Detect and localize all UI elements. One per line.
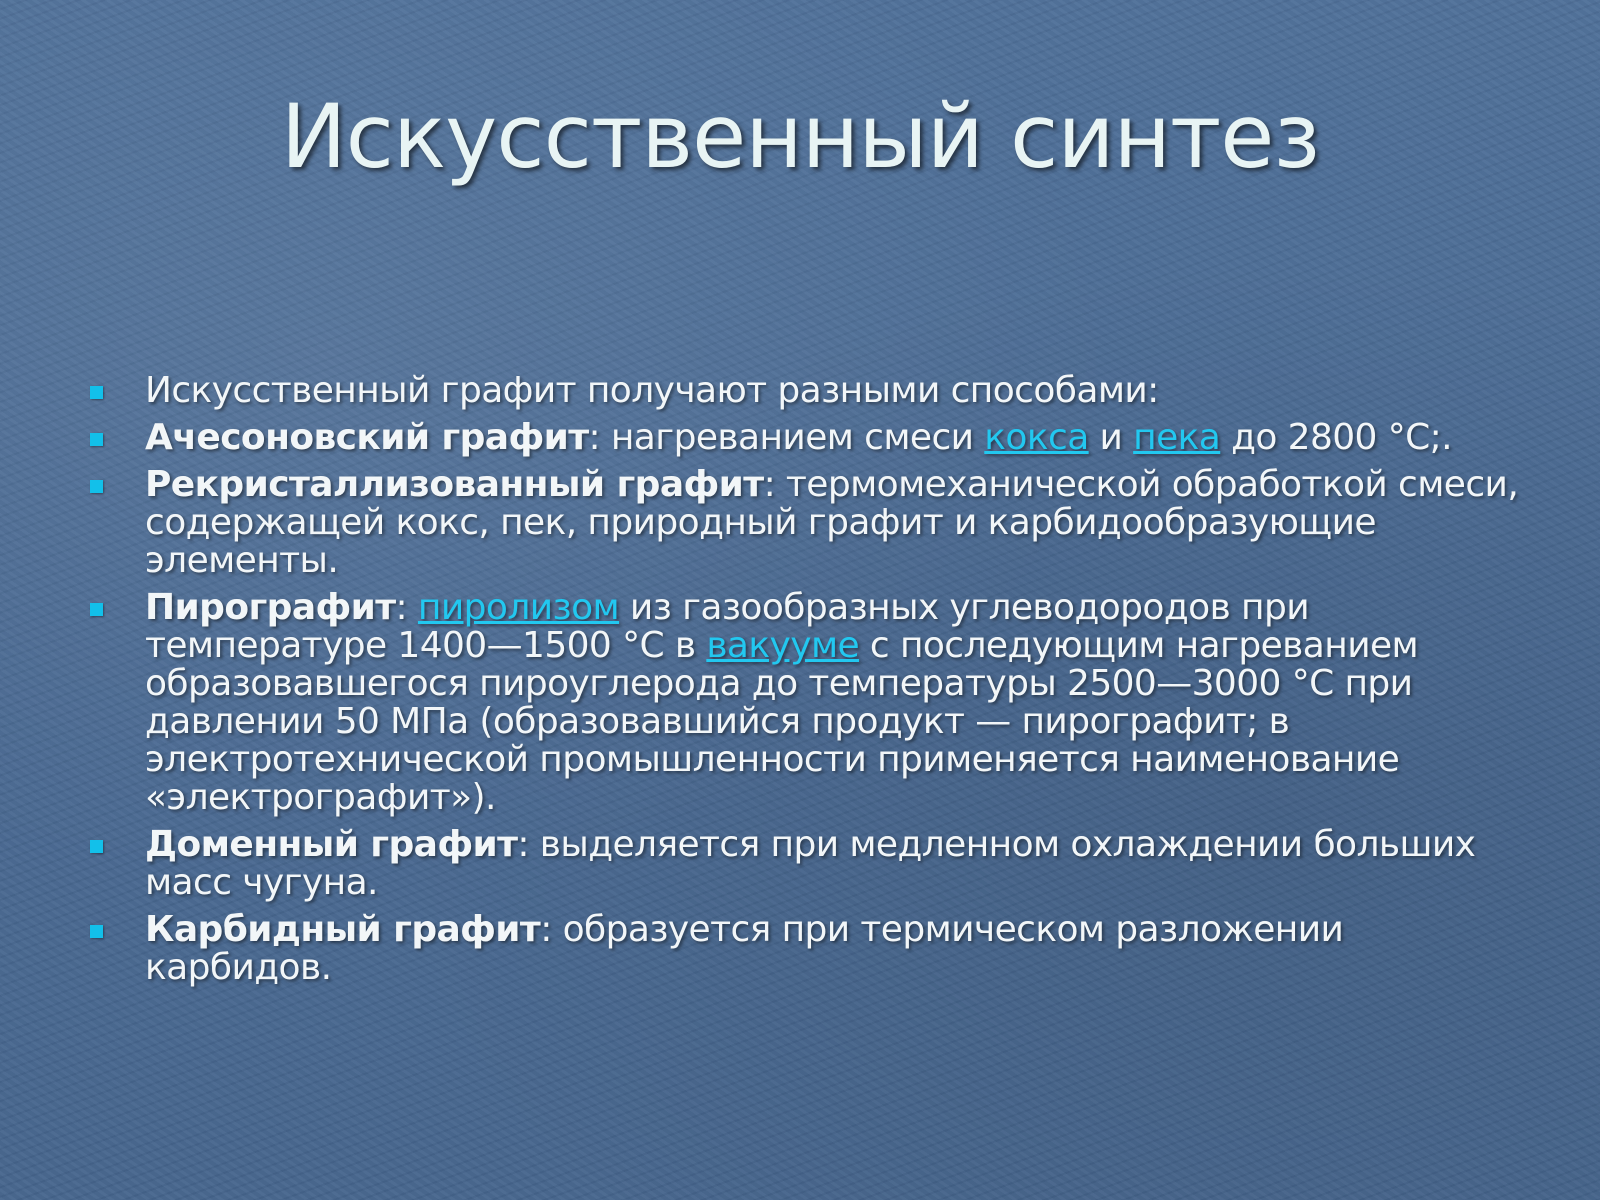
bullet-text: до 2800 °C;. (1220, 417, 1453, 458)
link-pitch[interactable]: пека (1133, 417, 1221, 458)
bullet-list (85, 372, 1525, 996)
bullet-item-recrystallized-graphite (85, 466, 1525, 580)
bullet-term: Ачесоновский графит (145, 417, 589, 458)
square-bullet-icon (90, 386, 103, 399)
bullet-term: Карбидный графит (145, 909, 541, 950)
link-coke[interactable]: кокса (984, 417, 1089, 458)
square-bullet-icon (90, 433, 103, 446)
square-bullet-icon (90, 603, 103, 616)
bullet-term: Доменный графит (145, 824, 518, 865)
bullet-term: Рекристаллизованный графит (145, 464, 764, 505)
link-pyrolysis[interactable]: пиролизом (417, 587, 620, 628)
bullet-text: Искусственный графит получают разными способами: (145, 370, 1159, 411)
bullet-text: : термомеханической обработкой смеси, содержащей кокс, пек, природный графит и карбидообразующие элементы. (145, 464, 1519, 581)
bullet-item-carbide-graphite (85, 911, 1525, 987)
bullet-item-acheson-graphite (85, 419, 1525, 457)
link-vacuum[interactable]: вакууме (706, 625, 860, 666)
bullet-item-intro (85, 372, 1525, 410)
bullet-item-blast-furnace-graphite (85, 826, 1525, 902)
bullet-text: : образуется при термическом разложении карбидов. (145, 909, 1344, 988)
bullet-text: с последующим нагреванием образовавшегося пироуглерода до температуры 2500—3000 °C при давлении 50 МПа (образовавшийся продукт — пирографит; в электротехнической промышленности применяется наименование «электрографит»). (145, 625, 1419, 818)
square-bullet-icon (90, 925, 103, 938)
square-bullet-icon (90, 480, 103, 493)
bullet-text: и (1088, 417, 1134, 458)
bullet-term: Пирографит (145, 587, 396, 628)
bullet-text: из газообразных углеводородов при температуре 1400—1500 °C в (145, 587, 1310, 666)
slide-title: Искусственный синтез (280, 85, 1320, 188)
bullet-item-pyrographite (85, 589, 1525, 817)
bullet-text: : выделяется при медленном охлаждении больших масс чугуна. (145, 824, 1476, 903)
bullet-text: : (395, 587, 418, 628)
bullet-text: : нагреванием смеси (588, 417, 985, 458)
square-bullet-icon (90, 840, 103, 853)
